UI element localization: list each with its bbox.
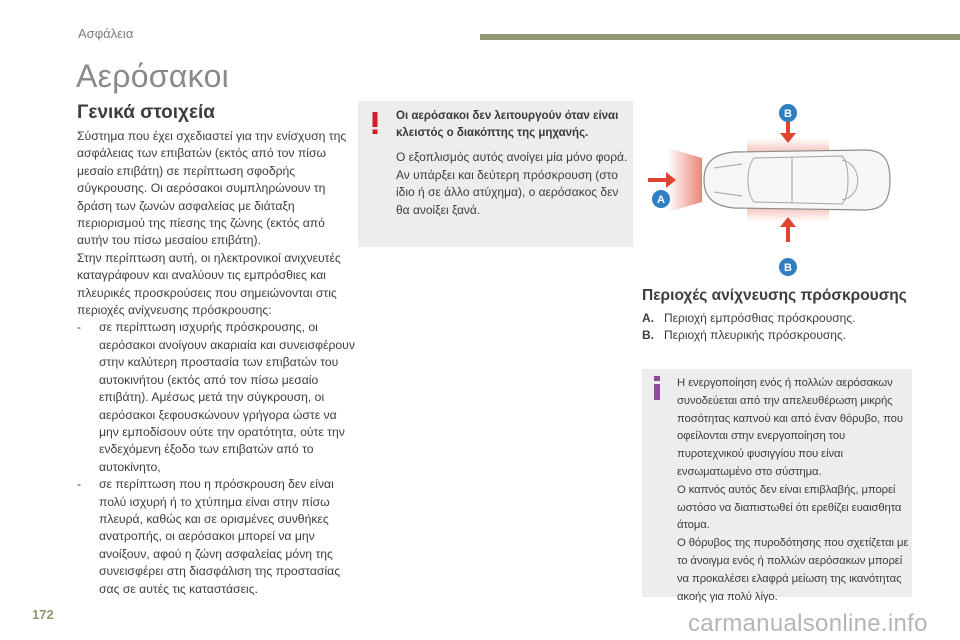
zone-letter: B. xyxy=(642,328,654,342)
marker-a-label: A xyxy=(657,194,665,206)
marker-b-label: B xyxy=(784,262,792,274)
dash-list-item: - σε περίπτωση που η πρόσκρουση δεν είναι πολύ ισχυρή ή το χτύπημα είναι στην πίσω πλευρά, καθώς και σε ορισμένες συνθήκες ανατροπής, οι αερόσακοι μπορεί να μην ανοίξουν, αφού η ζώνη ασφαλείας μόνη της συνεισφέρει στη διασφάλιση της προστασίας σας σε αυτές τις καταστάσεις. xyxy=(77,477,341,596)
page-title: Αερόσακοι xyxy=(76,58,230,94)
warning-text: Ο εξοπλισμός αυτός ανοίγει μία μόνο φορά. Αν υπάρξει και δεύτερη πρόσκρουση (στο ίδιο ή σε άλλο ατύχημα), ο αερόσακος δεν θα ανοίξει ξανά. xyxy=(396,150,628,217)
info-paragraph: Ο καπνός αυτός δεν είναι επιβλαβής, μπορεί ωστόσο να διαπιστωθεί ότι ερεθίζει ευαισθητα άτομα. xyxy=(677,483,902,532)
dash-list-item: - σε περίπτωση ισχυρής πρόσκρουσης, οι αερόσακοι ανοίγουν ακαριαία και συνεισφέρουν στην καλύτερη προστασία των επιβατών του αυτοκινήτου (εκτός από τον πίσω μεσαίο επιβάτη). Αμέσως μετά την σύγκρουση, οι αερόσακοι ξεφουσκώνουν γρήγορα ώστε να μην εμποδίσουν ούτε την ορατότητα, ούτε την ενδεχόμενη έξοδο των επιβατών από το αυτοκίνητο, xyxy=(77,320,355,474)
info-paragraph: Η ενεργοποίηση ενός ή πολλών αερόσακων συνοδεύεται από την απελευθέρωση μικρής ποσότητας καπνού και από έναν θόρυβο, που οφείλονται στην ενεργοποίηση του πυροτεχνικού φυσιγγίου που είναι ενσωματωμένο στο σύστημα. xyxy=(677,377,903,478)
marker-b-bottom xyxy=(779,258,797,276)
car-impact-diagram xyxy=(642,100,912,280)
page-number: 172 xyxy=(32,607,54,622)
dash-list-text: σε περίπτωση ισχυρής πρόσκρουσης, οι αερόσακοι ανοίγουν ακαριαία και συνεισφέρουν στην καλύτερη προστασία των επιβατών του αυτοκινήτου (εκτός από τον πίσω μεσαίο επιβάτη). Αμέσως μετά την σύγκρουση, οι αερόσακοι ξεφουσκώνουν γρήγορα ώστε να μην εμποδίσουν ούτε την ορατότητα, ούτε την ενδεχόμενη έξοδο των επιβατών από το αυτοκίνητο, xyxy=(99,320,355,474)
marker-b-top xyxy=(779,104,797,122)
detection-heading: Περιοχές ανίχνευσης πρόσκρουσης xyxy=(642,287,907,304)
zone-letter: A. xyxy=(642,311,654,325)
zone-text: Περιοχή πλευρικής πρόσκρουσης. xyxy=(664,328,847,342)
marker-b-label: B xyxy=(784,108,792,120)
info-icon xyxy=(651,376,663,400)
dash-list-text: σε περίπτωση που η πρόσκρουση δεν είναι πολύ ισχυρή ή το χτύπημα είναι στην πίσω πλευρά, καθώς και σε ορισμένες συνθήκες ανατροπής, οι αερόσακοι μπορεί να μην ανοίξουν, αφού η ζώνη ασφαλείας μόνη της συνεισφέρει στη διασφάλιση της προστασίας σας σε αυτές τις καταστάσεις. xyxy=(99,477,341,596)
marker-a xyxy=(652,190,670,208)
info-text xyxy=(677,375,912,606)
header-rule xyxy=(480,34,960,40)
watermark-text: carmanualsonline.info xyxy=(688,610,928,637)
warning-bold-text: Οι αερόσακοι δεν λειτουργούν όταν είναι κλειστός ο διακόπτης της μηχανής. xyxy=(396,110,619,139)
info-paragraph: Ο θόρυβος της πυροδότησης που σχετίζεται με το άνοιγμα ενός ή πολλών αερόσακων μπορεί να προκαλέσει ελαφρά μείωση της ικανότητας ακοής για πολύ λίγο. xyxy=(677,537,909,603)
zone-text: Περιοχή εμπρόσθιας πρόσκρουσης. xyxy=(664,311,856,325)
zone-b-row xyxy=(642,328,846,342)
general-paragraph-2: Στην περίπτωση αυτή, οι ηλεκτρονικοί ανιχνευτές καταγράφουν και αναλύουν τις εμπρόσθιες και πλευρικές προσκρούσεις που σημειώνονται στις περιοχές ανίχνευσης πρόσκρουσης: xyxy=(77,250,341,318)
general-paragraph-1: Σύστημα που έχει σχεδιαστεί για την ενίσχυση της ασφάλειας των επιβατών (εκτός από τον πίσω μεσαίο επιβάτη) σε περίπτωση σφοδρής σύγκρουσης. Οι αερόσακοι συμπληρώνουν τη δράση των ζωνών ασφαλείας με διάταξη περιορισμού της πίεσης της ζώνης (εκτός από αυτήν του πίσω μεσαίου επιβάτη). xyxy=(77,129,347,248)
zone-a-row xyxy=(642,311,855,325)
car-outline xyxy=(704,150,890,210)
exclamation-icon xyxy=(368,112,382,134)
general-body xyxy=(77,128,355,598)
section-label: Ασφάλεια xyxy=(78,26,134,41)
general-heading: Γενικά στοιχεία xyxy=(77,102,215,123)
